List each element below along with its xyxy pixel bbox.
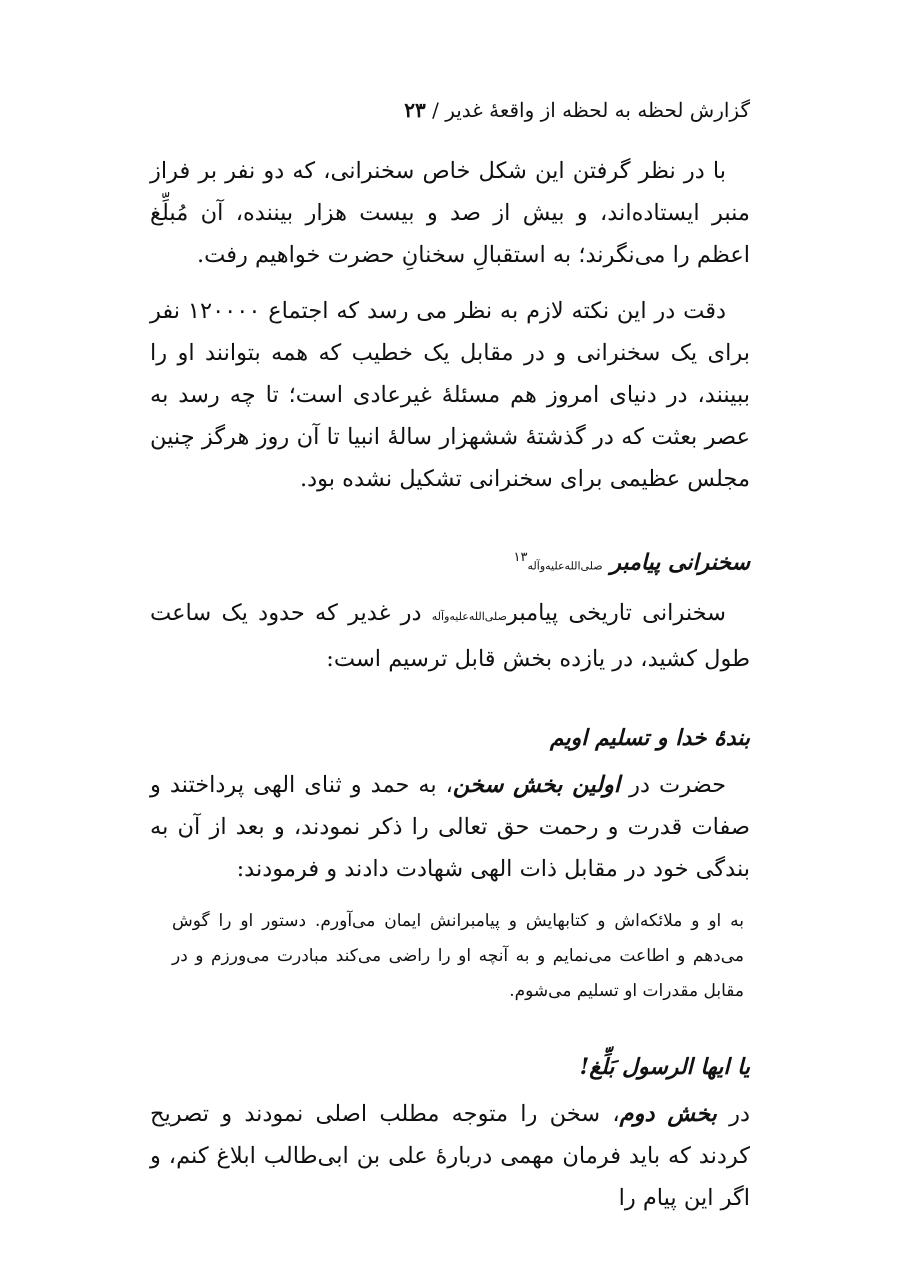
- first-part-text-b: ، به حمد و ثنای الهی پرداختند و صفات قدرت و رحمت حق تعالی را ذکر نمودند، و بعد از آن به بندگی خود در مقابل ذات الهی شهادت دادند و فرمودند:: [150, 772, 750, 883]
- paragraph-gathering: دقت در این نکته لازم به نظر می رسد که اجتماع ۱۲۰۰۰۰ نفر برای یک سخنرانی و در مقابل یک خطیب که همه بتوانند او را ببینند، در دنیای امروز هم مسئلهٔ غیرعادی است؛ تا چه رسد به عصر بعثت که در گذشتهٔ ششهزار سالهٔ انبیا تا آن روز هرگز چنین مجلس عظیمی برای سخنرانی تشکیل نشده بود.: [150, 298, 750, 492]
- emphasis-second-part: بخش دوم: [619, 1101, 717, 1128]
- header-title: گزارش لحظه به لحظه از واقعهٔ غدیر: [445, 98, 750, 122]
- section-heading-prophet-speech: [150, 538, 750, 586]
- page-number: ۲۳: [404, 98, 426, 122]
- second-part-text-b: ، سخن را متوجه مطلب اصلی نمودند و تصریح کردند که باید فرمان مهمی دربارهٔ علی بن ابی‌طالب ابلاغ کنم، و اگر این پیام را: [150, 1101, 750, 1212]
- paragraph-first-part: [150, 764, 750, 890]
- section-heading-messenger: یا ایها الرسول بَلِّغ!: [579, 1054, 750, 1081]
- paragraph-intro: با در نظر گرفتن این شکل خاص سخنرانی، که دو نفر بر فراز منبر ایستاده‌اند، و بیش از صد و بیست هزار بیننده، آن مُبلِّغ اعظم را می‌نگرند؛ به استقبالِ سخنانِ حضرت خواهیم رفت.: [150, 158, 750, 268]
- paragraph-speech-overview: [150, 592, 750, 680]
- running-header: [150, 98, 750, 122]
- footnote-marker: ۱۳: [513, 550, 528, 565]
- overview-text-a: سخنرانی تاریخی پیامبر: [506, 600, 726, 627]
- heading-text: سخنرانی پیامبر: [610, 549, 750, 576]
- quotation: به او و ملائکه‌اش و کتابهایش و پیامبرانش ایمان می‌آورم. دستور او را گوش می‌دهم و اطاعت می‌نمایم و به آنچه او را راضی می‌کند مبادرت می‌ورزم و در مقابل مقدرات او تسلیم می‌شوم.: [172, 911, 744, 1002]
- emphasis-first-part: اولین بخش سخن: [452, 772, 621, 799]
- paragraph-second-part: [150, 1093, 750, 1219]
- first-part-text-a: حضرت در: [620, 772, 726, 799]
- section-heading-servant: بندهٔ خدا و تسلیم اویم: [549, 725, 750, 752]
- page-body: [150, 150, 750, 1233]
- heading-honorific: صلی‌الله‌علیه‌وآله: [527, 559, 603, 573]
- overview-text-b: در غدیر که حدود یک ساعت طول کشید، در یازده بخش قابل ترسیم است:: [150, 600, 750, 673]
- header-separator: /: [432, 98, 439, 122]
- second-part-text-a: در: [716, 1101, 750, 1128]
- inline-honorific: صلی‌الله‌علیه‌وآله: [431, 610, 507, 624]
